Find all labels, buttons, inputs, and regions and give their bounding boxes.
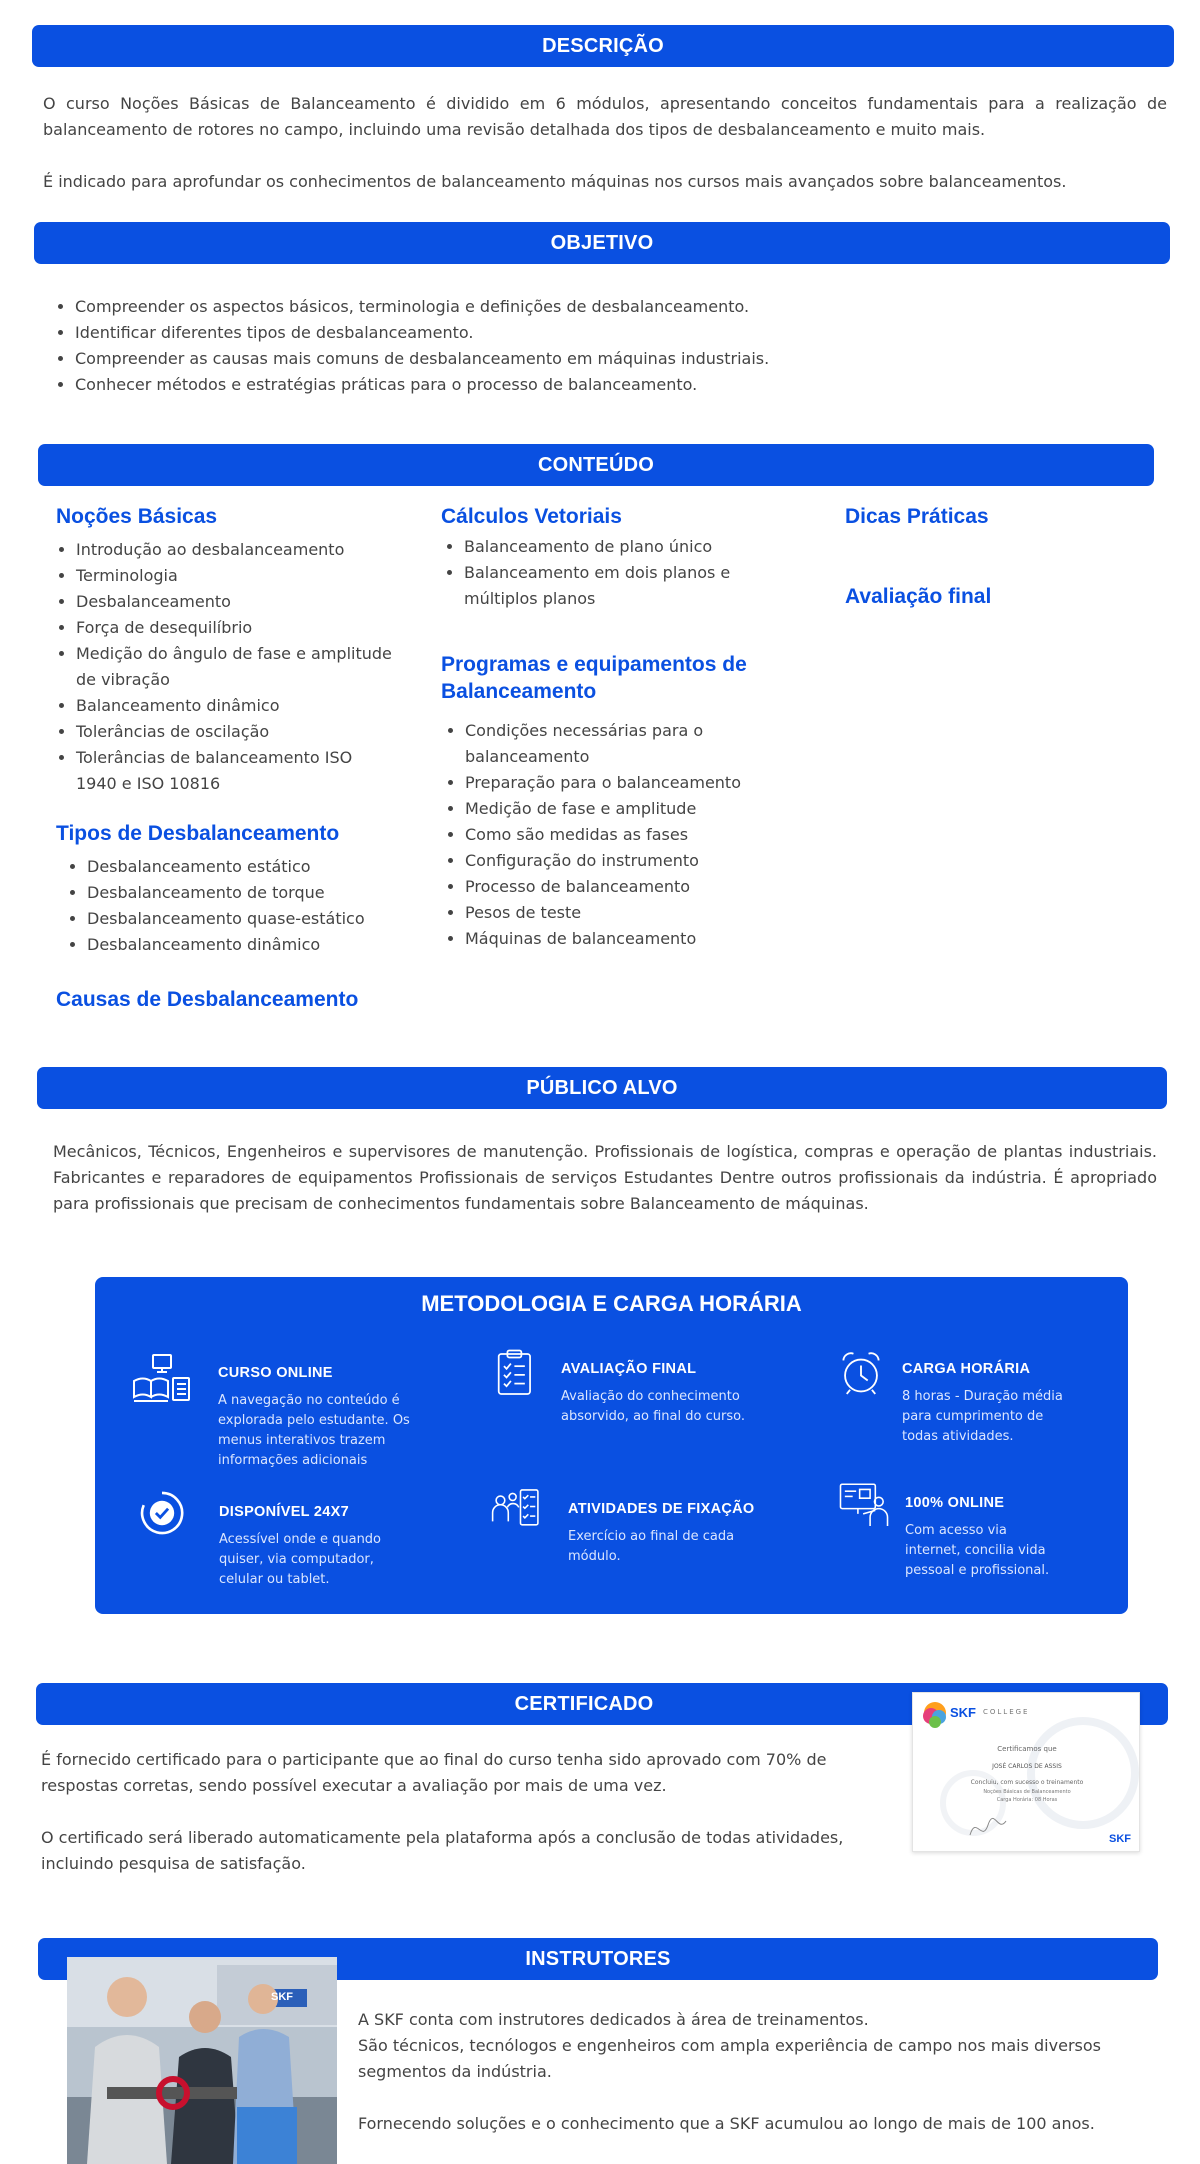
section-title: DESCRIÇÃO: [542, 34, 664, 57]
list-item: • Condições necessárias para o balanceamento: [465, 718, 745, 770]
section-header-descricao: [32, 25, 1174, 67]
feature-curso-online: [131, 1351, 451, 1471]
list-item: • Medição de fase e amplitude: [465, 796, 745, 822]
module-title-tipos: Tipos de Desbalanceamento: [56, 822, 340, 845]
feature-atividades-fixacao: [495, 1487, 815, 1587]
alarm-clock-icon: [835, 1347, 887, 1399]
signature-mark: [968, 1813, 1008, 1843]
certificate-heading: Certificamos que: [997, 1745, 1057, 1753]
feature-text: 8 horas - Duração média para cumprimento de todas atividades.: [902, 1389, 1063, 1444]
list-item: • Desbalanceamento dinâmico: [87, 932, 407, 958]
certificate-line-2: Noções Básicas de Balanceamento: [983, 1789, 1071, 1795]
feature-title: ATIVIDADES DE FIXAÇÃO: [568, 1501, 755, 1517]
list-item: • Desbalanceamento: [76, 589, 396, 615]
feature-text: Acessível onde e quando quiser, via computador, celular ou tablet.: [219, 1532, 382, 1587]
publico-alvo-text: Mecânicos, Técnicos, Engenheiros e supervisores de manutenção. Profissionais de logística, compras e operação de plantas industriais. Fabricantes e reparadores de equipamentos Profissionais de serviços Estudantes Dentre outros profissionais da indústria. É apropriado para profissionais que precisam de conhecimentos fundamentais sobre Balanceamento de máquinas.: [53, 1142, 1157, 1213]
feature-text: Exercício ao final de cada módulo.: [568, 1529, 735, 1564]
module-title-calculos: Cálculos Vetoriais: [441, 505, 622, 528]
certificate-line-3: Carga Horária: 08 Horas: [996, 1797, 1058, 1803]
descricao-paragraph-2: É indicado para aprofundar os conhecimentos de balanceamento máquinas nos cursos mais avançados sobre balanceamentos.: [43, 172, 1067, 191]
list-item: • Terminologia: [76, 563, 396, 589]
list-item: • Balanceamento dinâmico: [76, 693, 396, 719]
module-title-causas: Causas de Desbalanceamento: [56, 988, 359, 1011]
certificado-paragraph-2: O certificado será liberado automaticamente pela plataforma após a conclusão de todas atividades, incluindo pesquisa de satisfação.: [41, 1828, 844, 1873]
check-circle-icon: [135, 1486, 189, 1540]
list-item: • Conhecer métodos e estratégias práticas para o processo de balanceamento.: [75, 372, 1155, 398]
section-header-objetivo: [34, 222, 1170, 264]
list-item: • Configuração do instrumento: [465, 848, 745, 874]
certificate-graphic: [913, 1693, 1141, 1853]
metodologia-box: [95, 1277, 1128, 1614]
list-item: • Desbalanceamento quase-estático: [87, 906, 407, 932]
instructors-photo: [67, 1957, 337, 2164]
list-item: • Desbalanceamento estático: [87, 854, 407, 880]
instrutores-line-3: Fornecendo soluções e o conhecimento que a SKF acumulou ao longo de mais de 100 anos.: [358, 2114, 1095, 2133]
objetivo-list: [55, 294, 1155, 398]
feature-title: CARGA HORÁRIA: [902, 1361, 1031, 1377]
feature-100-online: [843, 1485, 1123, 1595]
module-list-tipos: [67, 854, 407, 958]
section-title: INSTRUTORES: [525, 1947, 671, 1970]
list-item: • Máquinas de balanceamento: [465, 926, 745, 952]
section-header-conteudo: [38, 444, 1154, 486]
list-item: • Pesos de teste: [465, 900, 745, 926]
list-item: • Força de desequilíbrio: [76, 615, 396, 641]
module-title-dicas: Dicas Práticas: [845, 505, 989, 528]
section-title: CONTEÚDO: [537, 453, 655, 476]
section-title: CERTIFICADO: [514, 1692, 654, 1715]
photo-brand-sign: SKF: [271, 1991, 293, 2003]
list-item: • Medição do ângulo de fase e amplitude de vibração: [76, 641, 396, 693]
descricao-paragraph-1: O curso Noções Básicas de Balanceamento é dividido em 6 módulos, apresentando conceitos fundamentais para a realização de balanceamento de rotores no campo, incluindo uma revisão detalhada dos tipos de desbalanceamento e muito mais.: [43, 94, 1167, 139]
feature-title: 100% ONLINE: [905, 1495, 1005, 1511]
module-title-nocoes: Noções Básicas: [56, 505, 218, 528]
feature-carga-horaria: [840, 1351, 1120, 1461]
feature-text: A navegação no conteúdo é explorada pelo estudante. Os menus interativos trazem informações adicionais: [218, 1393, 410, 1468]
online-course-icon: [131, 1351, 193, 1413]
module-list-nocoes: [56, 537, 396, 797]
module-title-avaliacao: Avaliação final: [845, 585, 992, 608]
feature-text: Com acesso via internet, concilia vida pessoal e profissional.: [905, 1523, 1050, 1578]
teacher-screen-icon: [837, 1479, 891, 1533]
module-list-programas: [445, 718, 745, 952]
people-checklist-icon: [490, 1483, 544, 1537]
list-item: • Desbalanceamento de torque: [87, 880, 407, 906]
certificate-brand: SKF: [950, 1705, 976, 1720]
module-title-programas: Programas e equipamentos de Balanceamento: [441, 653, 747, 703]
certificate-image: [912, 1692, 1140, 1852]
feature-avaliacao-final: [495, 1351, 795, 1451]
instructors-illustration: [67, 1957, 337, 2164]
list-item: • Balanceamento em dois planos e múltiplos planos: [464, 560, 744, 612]
list-item: • Processo de balanceamento: [465, 874, 745, 900]
list-item: • Compreender os aspectos básicos, terminologia e definições de desbalanceamento.: [75, 294, 1155, 320]
list-item: • Tolerâncias de balanceamento ISO 1940 e ISO 10816: [76, 745, 396, 797]
certificate-footer-brand: SKF: [1109, 1833, 1131, 1845]
module-list-calculos: [444, 534, 744, 612]
clipboard-check-icon: [490, 1347, 544, 1401]
feature-text: Avaliação do conhecimento absorvido, ao final do curso.: [561, 1389, 745, 1424]
list-item: • Compreender as causas mais comuns de desbalanceamento em máquinas industriais.: [75, 346, 1155, 372]
list-item: • Balanceamento de plano único: [464, 534, 744, 560]
certificado-paragraph-1: É fornecido certificado para o participante que ao final do curso tenha sido aprovado com 70% de respostas corretas, sendo possível executar a avaliação por mais de uma vez.: [41, 1750, 827, 1795]
section-title: PÚBLICO ALVO: [526, 1076, 678, 1099]
instrutores-line-2: São técnicos, tecnólogos e engenheiros com ampla experiência de campo nos mais diversos segmentos da indústria.: [358, 2036, 1101, 2081]
feature-title: CURSO ONLINE: [218, 1365, 333, 1381]
certificate-name: JOSÉ CARLOS DE ASSIS: [992, 1763, 1062, 1770]
feature-disponivel-24x7: [141, 1490, 441, 1600]
metodologia-title: METODOLOGIA E CARGA HORÁRIA: [421, 1291, 802, 1316]
certificate-line-1: Concluiu, com sucesso o treinamento: [970, 1779, 1084, 1786]
feature-title: DISPONÍVEL 24X7: [219, 1504, 349, 1520]
certificate-college: COLLEGE: [983, 1708, 1030, 1716]
instrutores-line-1: A SKF conta com instrutores dedicados à área de treinamentos.: [358, 2010, 869, 2029]
list-item: • Identificar diferentes tipos de desbalanceamento.: [75, 320, 1155, 346]
list-item: • Tolerâncias de oscilação: [76, 719, 396, 745]
list-item: • Introdução ao desbalanceamento: [76, 537, 396, 563]
section-header-publico-alvo: [37, 1067, 1167, 1109]
feature-title: AVALIAÇÃO FINAL: [561, 1361, 697, 1377]
section-title: OBJETIVO: [550, 231, 654, 254]
list-item: • Preparação para o balanceamento: [465, 770, 745, 796]
list-item: • Como são medidas as fases: [465, 822, 745, 848]
